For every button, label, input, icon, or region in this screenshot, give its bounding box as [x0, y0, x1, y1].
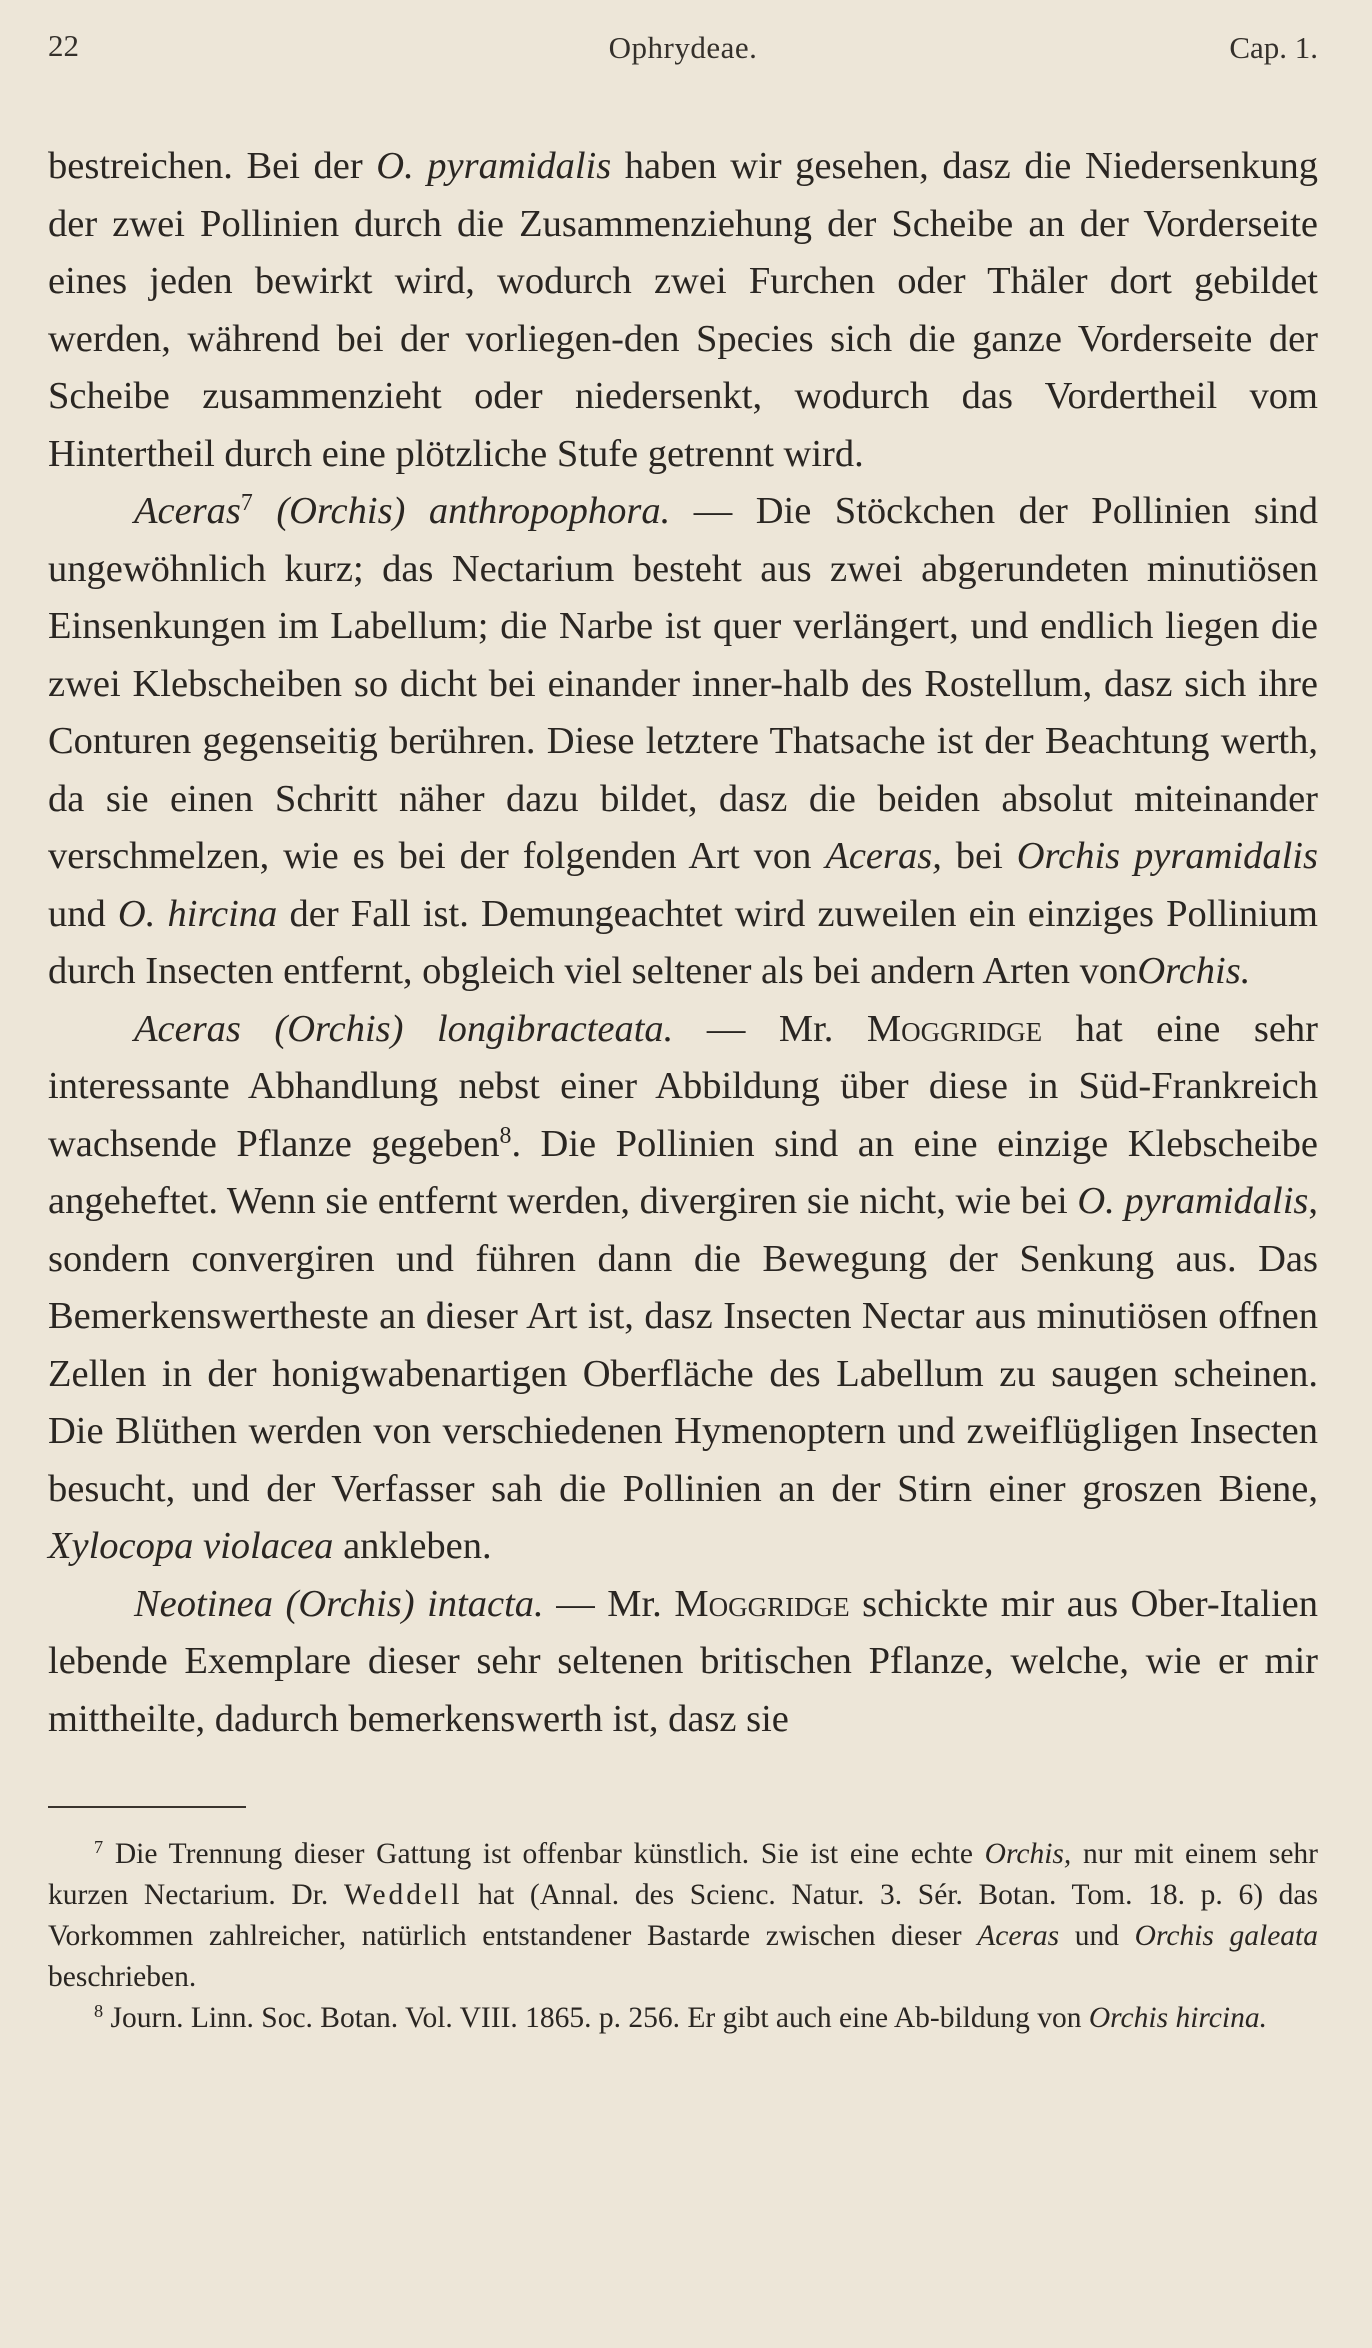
species-name: (Orchis) anthropophora. [252, 490, 671, 532]
paragraph-continuation [48, 138, 1318, 483]
species-name: Orchis, [984, 1838, 1072, 1870]
main-text [48, 138, 1318, 1748]
text-run: Die Trennung dieser Gattung ist offenbar künstlich. Sie ist eine echte [103, 1838, 985, 1870]
text-run: schickte mir aus Ober-Italien lebende Exemplare dieser sehr seltenen britischen Pflanze, welche, wie er mir mittheilte, dadurch bemerkenswerth ist, dasz sie [48, 1582, 1318, 1740]
footnote-ref-7[interactable]: 7 [240, 489, 253, 516]
chapter-label: Cap. 1. [1229, 30, 1318, 65]
author-name: Weddell [343, 1879, 463, 1911]
paragraph-aceras-anthropophora [48, 483, 1318, 1001]
footnote-number: 8 [94, 2000, 104, 2021]
footnote-7 [48, 1834, 1318, 1998]
text-run: der Fall ist. Demungeachtet wird zuweilen ein einziges Pollinium durch Insecten entfernt, obgleich viel seltener als bei andern Arten von [48, 892, 1319, 992]
text-run: und [1059, 1920, 1135, 1952]
species-name: Aceras [134, 490, 241, 532]
species-name: Orchis. [1137, 950, 1251, 992]
species-name: Orchis galeata [1134, 1920, 1318, 1952]
text-run: — Mr. [543, 1582, 675, 1625]
species-name: O. pyramidalis [1077, 1180, 1309, 1222]
running-header [48, 28, 1318, 84]
paragraph-aceras-longibracteata [48, 1001, 1318, 1576]
text-run: — Die Stöckchen der Pollinien sind ungewöhnlich kurz; das Nectarium besteht aus zwei abgerundeten minutiösen Einsenkungen im Labellum; die Narbe ist quer verlängert, und endlich liegen die zwei Klebscheiben so dicht bei einander inner-halb des Rostellum, dasz sich ihre Conturen gegenseitig berühren. Diese letztere Thatsache ist der Beachtung werth, da sie einen Schritt näher dazu bildet, dasz die beiden absolut miteinander verschmelzen, wie es bei der folgenden Art von [48, 490, 1318, 877]
footnote-number: 7 [94, 1836, 104, 1857]
author-name: Moggridge [866, 1007, 1043, 1050]
species-name: Aceras, [825, 835, 942, 877]
author-name: Moggridge [674, 1582, 850, 1625]
paragraph-neotinea-intacta [48, 1576, 1318, 1749]
footnotes [48, 1834, 1318, 2039]
species-name: Orchis hircina. [1088, 2002, 1267, 2034]
footnote-divider [48, 1806, 246, 1808]
footnote-8 [48, 1998, 1318, 2039]
text-run: , sondern convergiren und führen dann die Bewegung der Senkung aus. Das Bemerkenswertheste an dieser Art ist, dasz Insecten Nectar aus minutiösen offnen Zellen in der honigwabenartigen Oberfläche des Labellum zu saugen scheinen. Die Blüthen werden von verschiedenen Hymenoptern und zweiflügligen Insecten besucht, und der Verfasser sah die Pollinien an der Stirn einer groszen Biene, [48, 1180, 1318, 1510]
species-name: Neotinea (Orchis) intacta. [134, 1582, 544, 1625]
text-run: ankleben. [333, 1525, 492, 1567]
text-run: hat (Annal. des Scienc. Natur. 3. Sér. Botan. Tom. 18. p. 6) das Vorkommen zahlreicher, natürlich entstandener Bastarde zwischen dieser [48, 1879, 1318, 1952]
page-number: 22 [48, 28, 79, 63]
text-run: hat eine sehr interessante Abhandlung nebst einer Abbildung über diese in Süd-Frankreich wachsende Pflanze gegeben [48, 1007, 1318, 1165]
text-run: . Die Pollinien sind an eine einzige Klebscheibe angeheftet. Wenn sie entfernt werden, divergiren sie nicht, wie bei [48, 1122, 1318, 1222]
species-name: Xylocopa violacea [48, 1525, 334, 1567]
text-run: haben wir gesehen, dasz die Niedersenkung der zwei Pollinien durch die Zusammenziehung der Scheibe an der Vorderseite eines jeden bewirkt wird, wodurch zwei Furchen oder Thäler dort gebildet werden, während bei der vorliegen-den Species sich die ganze Vorderseite der Scheibe zusammenzieht oder niedersenkt, wodurch das Vordertheil vom Hintertheil durch eine plötzliche Stufe getrennt wird. [48, 145, 1319, 475]
species-name: Aceras (Orchis) longibracteata. [134, 1007, 674, 1050]
text-run: nur mit einem sehr kurzen Nectarium. Dr. [48, 1838, 1319, 1911]
text-run: — Mr. [673, 1007, 867, 1050]
book-page [48, 28, 1318, 2318]
text-run: Journ. Linn. Soc. Botan. Vol. VIII. 1865. p. 256. Er gibt auch eine Ab-bildung von [103, 2002, 1089, 2034]
text-run: und [48, 892, 118, 935]
text-run: bei [941, 835, 1017, 877]
species-name: Aceras [977, 1920, 1060, 1952]
species-name: O. hircina [117, 892, 278, 935]
footnote-ref-8[interactable]: 8 [499, 1122, 512, 1149]
species-name: Orchis pyramidalis [1016, 835, 1318, 877]
species-name: O. pyramidalis [376, 145, 612, 187]
text-run: bestreichen. Bei der [48, 145, 377, 187]
text-run: beschrieben. [48, 1961, 197, 1993]
running-title: Ophrydeae. [608, 30, 758, 65]
